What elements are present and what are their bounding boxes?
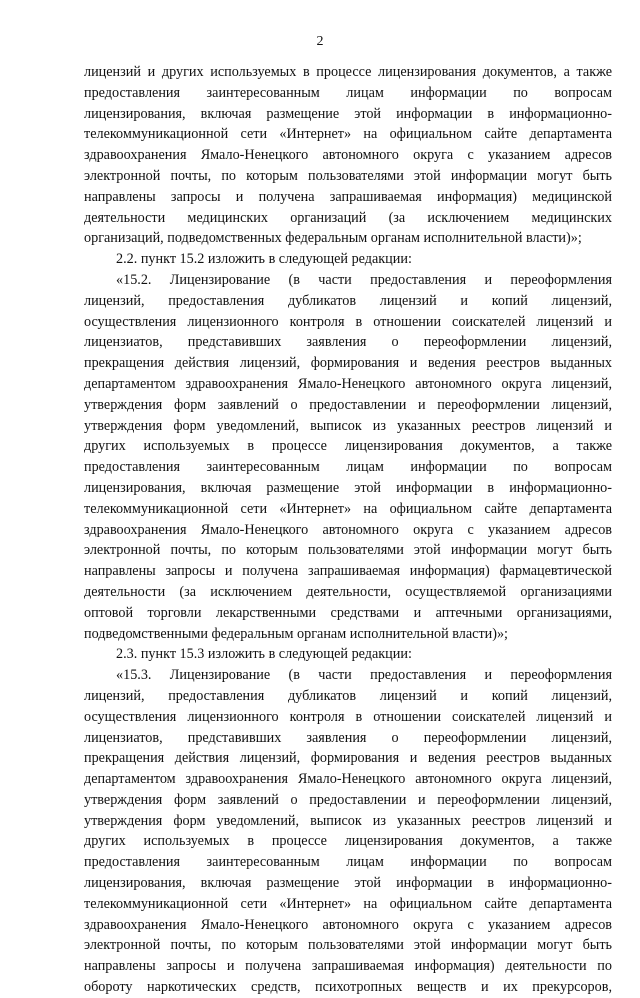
text-line: департаментом здравоохранения Ямало-Ненецкого автономного округа лицензий,: [84, 375, 612, 392]
text-line: электронной почты, по которым пользователями этой информации могут быть: [84, 167, 612, 184]
text-line: лицензиатов, представивших заявления о переоформлении лицензий,: [84, 334, 612, 351]
text-line: осуществления лицензионного контроля в отношении соискателей лицензий и: [84, 313, 612, 330]
text-line: деятельности (за исключением деятельности, осуществляемой организациями: [84, 583, 612, 600]
text-line: лицензирования, включая размещение этой информации в информационно-: [84, 479, 612, 496]
text-line: лицензирования, включая размещение этой информации в информационно-: [84, 875, 612, 892]
text-line: направлены запросы и получена запрашиваемая информация) медицинской: [84, 188, 612, 205]
text-line: телекоммуникационной сети «Интернет» на официальном сайте департамента: [84, 895, 612, 912]
text-line: прекращения действия лицензий, формирования и ведения реестров выданных: [84, 750, 612, 767]
page-number: 2: [316, 34, 324, 49]
text-line: лицензий и других используемых в процессе лицензирования документов, а также: [84, 64, 612, 80]
text-line: лицензий, предоставления дубликатов лицензий и копий лицензий,: [84, 292, 612, 309]
text-line: лицензиатов, представивших заявления о переоформлении лицензий,: [84, 729, 612, 746]
text-line: здравоохранения Ямало-Ненецкого автономного округа с указанием адресов: [84, 521, 612, 538]
text-line: лицензий, предоставления дубликатов лицензий и копий лицензий,: [84, 687, 612, 704]
text-line: 2.3. пункт 15.3 изложить в следующей редакции:: [116, 646, 412, 663]
document-body: [84, 62, 612, 998]
text-line: направлены запросы и получена запрашиваемая информация) фармацевтической: [84, 563, 612, 580]
text-line: подведомственными федеральным органам исполнительной власти)»;: [84, 625, 509, 642]
text-line: телекоммуникационной сети «Интернет» на официальном сайте департамента: [84, 126, 612, 143]
text-line: предоставления заинтересованным лицам информации по вопросам: [84, 459, 612, 476]
text-line: здравоохранения Ямало-Ненецкого автономного округа с указанием адресов: [84, 147, 612, 164]
text-line: утверждения форм заявлений о предоставлении и переоформлении лицензий,: [84, 791, 612, 808]
text-line: лицензирования, включая размещение этой информации в информационно-: [84, 105, 612, 122]
text-line: осуществления лицензионного контроля в отношении соискателей лицензий и: [84, 708, 612, 725]
text-line: утверждения форм уведомлений, выписок из указанных реестров лицензий и: [84, 812, 612, 829]
text-line: 2.2. пункт 15.2 изложить в следующей редакции:: [116, 251, 412, 268]
text-line: направлены запросы и получена запрашиваемая информация) деятельности по: [84, 958, 612, 975]
text-line: утверждения форм заявлений о предоставлении и переоформлении лицензий,: [84, 396, 612, 413]
text-line: других используемых в процессе лицензирования документов, а также: [84, 438, 612, 455]
text-line: «15.3. Лицензирование (в части предоставления и переоформления: [116, 667, 612, 684]
text-line: организаций, подведомственных федеральным органам исполнительной власти)»;: [84, 230, 582, 247]
text-line: телекоммуникационной сети «Интернет» на официальном сайте департамента: [84, 500, 612, 517]
text-line: департаментом здравоохранения Ямало-Ненецкого автономного округа лицензий,: [84, 771, 612, 788]
text-line: электронной почты, по которым пользователями этой информации могут быть: [84, 937, 612, 954]
text-line: электронной почты, по которым пользователями этой информации могут быть: [84, 542, 612, 559]
text-line: утверждения форм уведомлений, выписок из указанных реестров лицензий и: [84, 417, 612, 434]
text-line: предоставления заинтересованным лицам информации по вопросам: [84, 854, 612, 871]
text-line: здравоохранения Ямало-Ненецкого автономного округа с указанием адресов: [84, 916, 612, 933]
text-line: обороту наркотических средств, психотропных веществ и их прекурсоров,: [84, 979, 612, 996]
text-line: прекращения действия лицензий, формирования и ведения реестров выданных: [84, 355, 612, 372]
text-line: деятельности медицинских организаций (за исключением медицинских: [84, 209, 612, 226]
text-line: предоставления заинтересованным лицам информации по вопросам: [84, 84, 612, 101]
text-line: других используемых в процессе лицензирования документов, а также: [84, 833, 612, 850]
text-line: оптовой торговли лекарственными средствами и аптечными организациями,: [84, 604, 612, 621]
text-line: «15.2. Лицензирование (в части предоставления и переоформления: [116, 271, 612, 288]
